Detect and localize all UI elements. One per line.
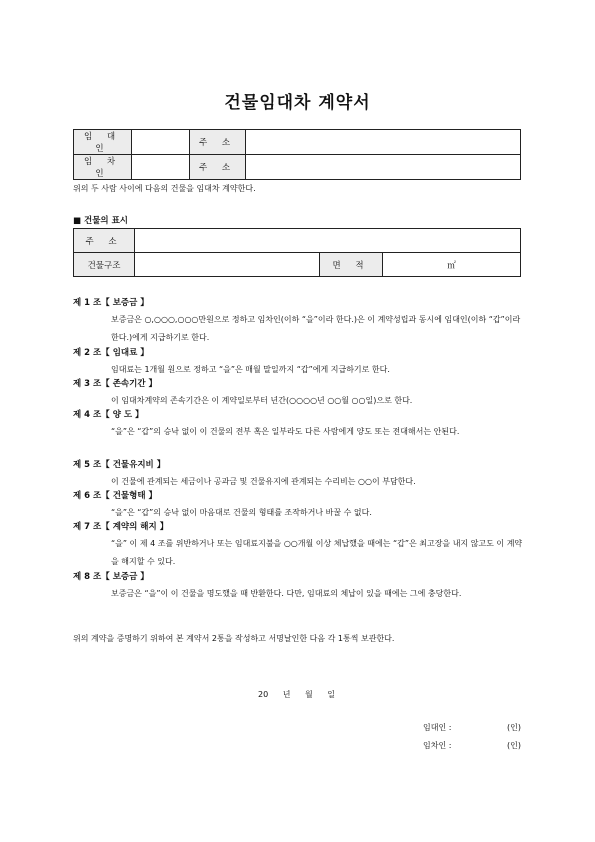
landlord-label: 임 대 인 [74,130,132,155]
tenant-label: 임 차 인 [74,155,132,180]
intro-text: 위의 두 사람 사이에 다음의 건물을 임대차 계약한다. [73,184,256,193]
article-heading: 제 6 조【 건물형태 】 [73,491,158,501]
seal-mark: (인) [507,741,521,750]
signature-label: 임대인 : [423,723,452,732]
article-body: “을” 이 제 4 조를 위반하거나 또는 임대료지불을 ○○개월 이상 체납했을 때에는 “갑”은 최고장을 내지 않고도 이 계약을 해지할 수 있다. [111,539,523,566]
landlord-signature[interactable] [423,722,521,733]
article-heading: 제 4 조【 양 도 】 [73,410,144,420]
article-body: 보증금은 ○,○○○,○○○만원으로 정하고 임차인(이하 “을”이라 한다.)은 이 계약성립과 동시에 임대인(이하 “갑”이라 한다.)에게 지급하기로 한다. [111,315,521,342]
building-section-title: ■ 건물의 표시 [73,216,129,226]
article-body: 이 건물에 관계되는 세금이나 공과금 및 건물유지에 관계되는 수리비는 ○○이 부담한다. [111,477,416,486]
closing-text: 위의 계약을 증명하기 위하여 본 계약서 2통을 작성하고 서명날인한 다음 각 1통씩 보관한다. [73,634,395,643]
building-address-label: 주 소 [74,229,135,253]
landlord-address-field[interactable] [246,130,521,155]
building-structure-field[interactable] [135,253,320,277]
article-5 [73,458,525,491]
article-4 [73,408,525,441]
article-3 [73,377,525,410]
building-table [73,228,521,277]
tenant-signature[interactable] [423,740,521,751]
article-heading: 제 3 조【 존속기간 】 [73,379,158,389]
seal-mark: (인) [507,723,521,732]
article-body: “을”은 “갑”의 승낙 없이 이 건물의 전부 혹은 일부라도 다른 사람에게 양도 또는 전대해서는 안된다. [111,427,460,436]
area-unit: ㎡ [447,260,456,271]
article-8 [73,570,525,603]
article-body: 보증금은 “을”이 이 건물을 명도했을 때 반환한다. 다만, 임대료의 체납이 있을 때에는 그에 충당한다. [111,589,462,598]
landlord-address-label: 주 소 [190,130,246,155]
article-heading: 제 2 조【 임대료 】 [73,348,149,358]
tenant-address-field[interactable] [246,155,521,180]
tenant-name-field[interactable] [132,155,190,180]
contract-date: 20 년 월 일 [258,690,335,699]
article-heading: 제 8 조【 보증금 】 [73,572,149,582]
article-body: 임대료는 1개월 원으로 정하고 “을”은 매월 말일까지 “갑”에게 지급하기로 한다. [111,365,390,374]
area-label: 면 적 [320,253,383,277]
landlord-name-field[interactable] [132,130,190,155]
article-heading: 제 1 조【 보증금 】 [73,298,149,308]
article-body: “을”은 “갑”의 승낙 없이 마음대로 건물의 형태를 조작하거나 바꿀 수 없다. [111,508,372,517]
building-structure-label: 건물구조 [74,253,135,277]
article-heading: 제 7 조【 계약의 해지 】 [73,522,169,532]
article-6 [73,489,525,522]
document-title: 건물임대차 계약서 [224,93,371,113]
article-7 [73,520,525,571]
building-address-field[interactable] [135,229,521,253]
article-2 [73,346,525,379]
article-heading: 제 5 조【 건물유지비 】 [73,460,166,470]
parties-table [73,129,521,180]
signature-label: 임차인 : [423,741,452,750]
article-body: 이 임대차계약의 존속기간은 이 계약일로부터 년간(○○○○년 ○○월 ○○일)으로 한다. [111,396,413,405]
article-1 [73,296,525,347]
tenant-address-label: 주 소 [190,155,246,180]
area-field[interactable] [383,253,521,277]
